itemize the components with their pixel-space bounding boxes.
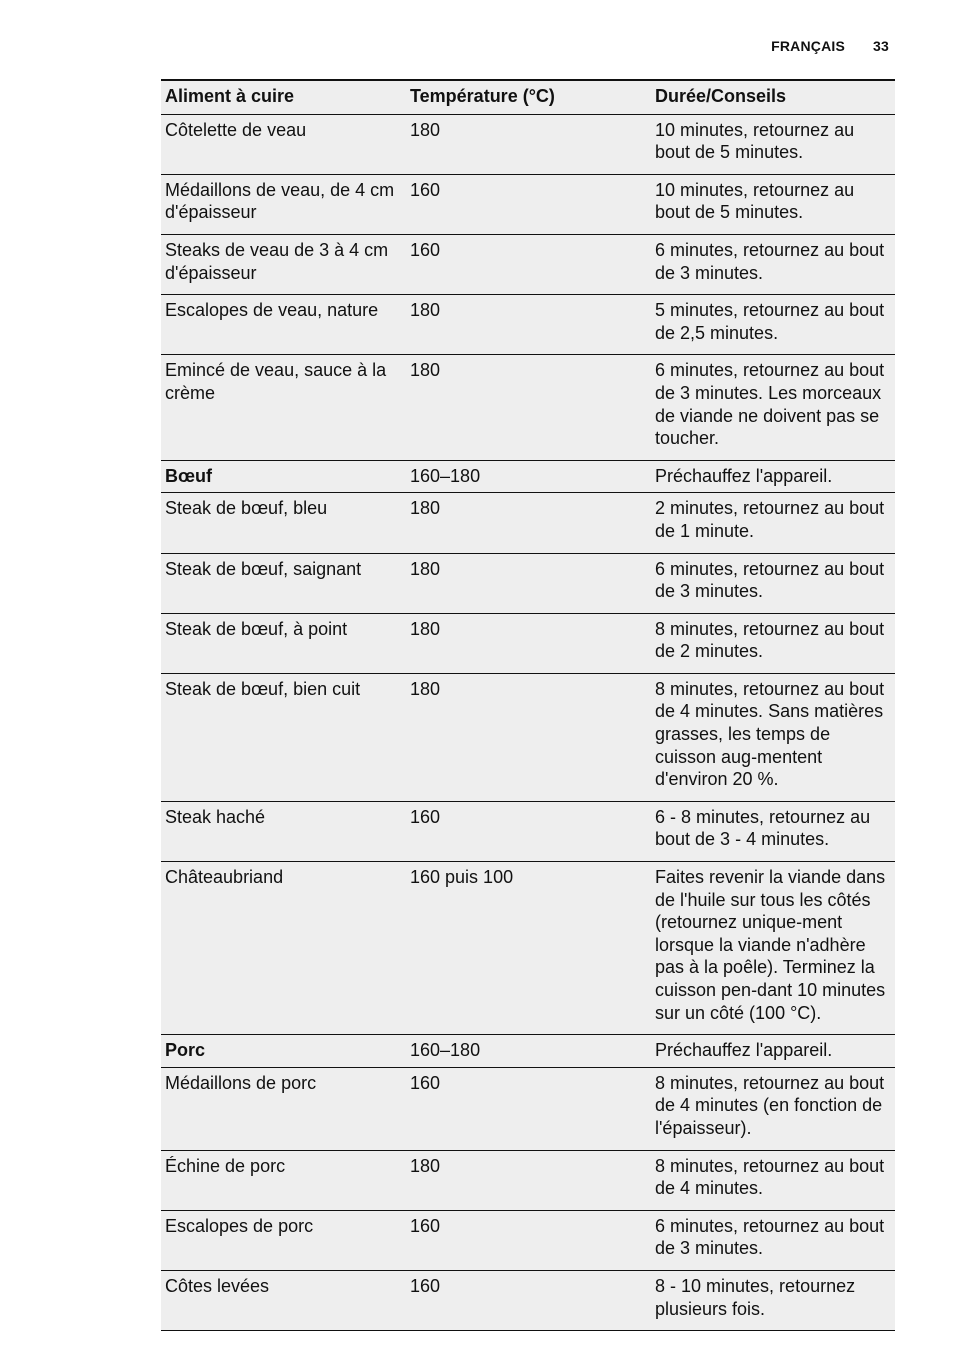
- cell-food: Côtelette de veau: [165, 119, 307, 140]
- cell-temperature: 160–180: [410, 1040, 481, 1061]
- table-row: [161, 553, 895, 613]
- cell-food: Médaillons de veau, de 4 cm d'épaisseur: [165, 179, 395, 223]
- cell-temperature: 160: [410, 1072, 441, 1093]
- cell-temperature: 160 puis 100: [410, 867, 514, 888]
- cell-duration-tips: 5 minutes, retournez au bout de 2,5 minutes.: [655, 300, 885, 343]
- table-body: [161, 114, 895, 1331]
- cell-food: Steak de bœuf, à point: [165, 618, 348, 639]
- table-row: [161, 460, 895, 493]
- table-row: [161, 1067, 895, 1150]
- column-header-temperature: Température (°C): [410, 86, 555, 106]
- cell-temperature: 160: [410, 806, 441, 827]
- cell-duration-tips: 8 - 10 minutes, retournez plusieurs fois.: [655, 1275, 856, 1319]
- table-row: [161, 355, 895, 460]
- cell-food: Steaks de veau de 3 à 4 cm d'épaisseur: [165, 239, 389, 283]
- cell-temperature: 180: [410, 558, 441, 579]
- cell-duration-tips: 8 minutes, retournez au bout de 4 minutes.: [655, 1155, 885, 1199]
- cell-temperature: 160: [410, 1275, 441, 1296]
- cooking-table: [161, 79, 895, 1331]
- table-row: [161, 1210, 895, 1270]
- table-row: [161, 493, 895, 553]
- table-row: [161, 234, 895, 294]
- table-row: [161, 1270, 895, 1330]
- cell-duration-tips: 6 - 8 minutes, retournez au bout de 3 - 4 minutes.: [655, 806, 871, 850]
- cell-food: Échine de porc: [165, 1155, 286, 1176]
- cell-food: Steak de bœuf, saignant: [165, 558, 362, 579]
- cell-temperature: 160: [410, 1215, 441, 1236]
- cell-duration-tips: 2 minutes, retournez au bout de 1 minute.: [655, 498, 885, 541]
- cell-duration-tips: 10 minutes, retournez au bout de 5 minutes.: [655, 179, 855, 223]
- cell-temperature: 160: [410, 179, 441, 200]
- cell-food: Escalopes de veau, nature: [165, 300, 379, 321]
- cell-duration-tips: 6 minutes, retournez au bout de 3 minutes.: [655, 1215, 885, 1259]
- cell-duration-tips: 8 minutes, retournez au bout de 2 minutes.: [655, 618, 885, 662]
- cell-food: Steak de bœuf, bien cuit: [165, 678, 361, 699]
- cell-temperature: 180: [410, 300, 441, 321]
- cell-food: Porc: [165, 1040, 206, 1061]
- cell-food: Steak de bœuf, bleu: [165, 498, 328, 519]
- cell-temperature: 160: [410, 239, 441, 260]
- cell-temperature: 160–180: [410, 465, 481, 486]
- cell-duration-tips: Faites revenir la viande dans de l'huile sur tous les côtés (retournez unique-ment lorsque la viande n'adhère pas à la poêle). Terminez la cuisson pen-dant 10 minutes sur un côté (100 °C).: [655, 867, 886, 1023]
- table-row: [161, 801, 895, 861]
- cell-duration-tips: 10 minutes, retournez au bout de 5 minutes.: [655, 119, 855, 163]
- cell-duration-tips: 8 minutes, retournez au bout de 4 minutes (en fonction de l'épaisseur).: [655, 1072, 885, 1138]
- page-header: [771, 38, 889, 54]
- cell-temperature: 180: [410, 498, 441, 519]
- cell-food: Bœuf: [165, 465, 212, 486]
- page-number: 33: [873, 38, 889, 54]
- table-row: [161, 114, 895, 174]
- table-header-row: [161, 80, 895, 114]
- cell-temperature: 180: [410, 360, 441, 381]
- cell-food: Escalopes de porc: [165, 1215, 314, 1236]
- table-row: [161, 613, 895, 673]
- cell-duration-tips: 8 minutes, retournez au bout de 4 minutes. Sans matières grasses, les temps de cuisson aug-mentent d'environ 20 %.: [655, 678, 885, 790]
- table-row: [161, 295, 895, 355]
- column-header-food: Aliment à cuire: [165, 86, 295, 106]
- cell-duration-tips: 6 minutes, retournez au bout de 3 minutes. Les morceaux de viande ne doivent pas se toucher.: [655, 360, 885, 449]
- table-row: [161, 862, 895, 1035]
- cell-food: Emincé de veau, sauce à la crème: [165, 360, 387, 403]
- cell-temperature: 180: [410, 618, 441, 639]
- cell-duration-tips: 6 minutes, retournez au bout de 3 minutes.: [655, 558, 885, 602]
- cell-duration-tips: 6 minutes, retournez au bout de 3 minutes.: [655, 239, 885, 283]
- cell-temperature: 180: [410, 1155, 441, 1176]
- column-header-duration: Durée/Conseils: [655, 86, 787, 106]
- cell-temperature: 180: [410, 678, 441, 699]
- cell-duration-tips: Préchauffez l'appareil.: [655, 465, 833, 486]
- cell-temperature: 180: [410, 119, 441, 140]
- table-row: [161, 174, 895, 234]
- table-row: [161, 1035, 895, 1068]
- cell-food: Steak haché: [165, 806, 266, 827]
- cell-duration-tips: Préchauffez l'appareil.: [655, 1040, 833, 1061]
- table-row: [161, 1150, 895, 1210]
- cell-food: Châteaubriand: [165, 867, 284, 888]
- table-row: [161, 673, 895, 801]
- cell-food: Médaillons de porc: [165, 1072, 317, 1093]
- cell-food: Côtes levées: [165, 1275, 270, 1296]
- language-label: FRANÇAIS: [771, 38, 846, 54]
